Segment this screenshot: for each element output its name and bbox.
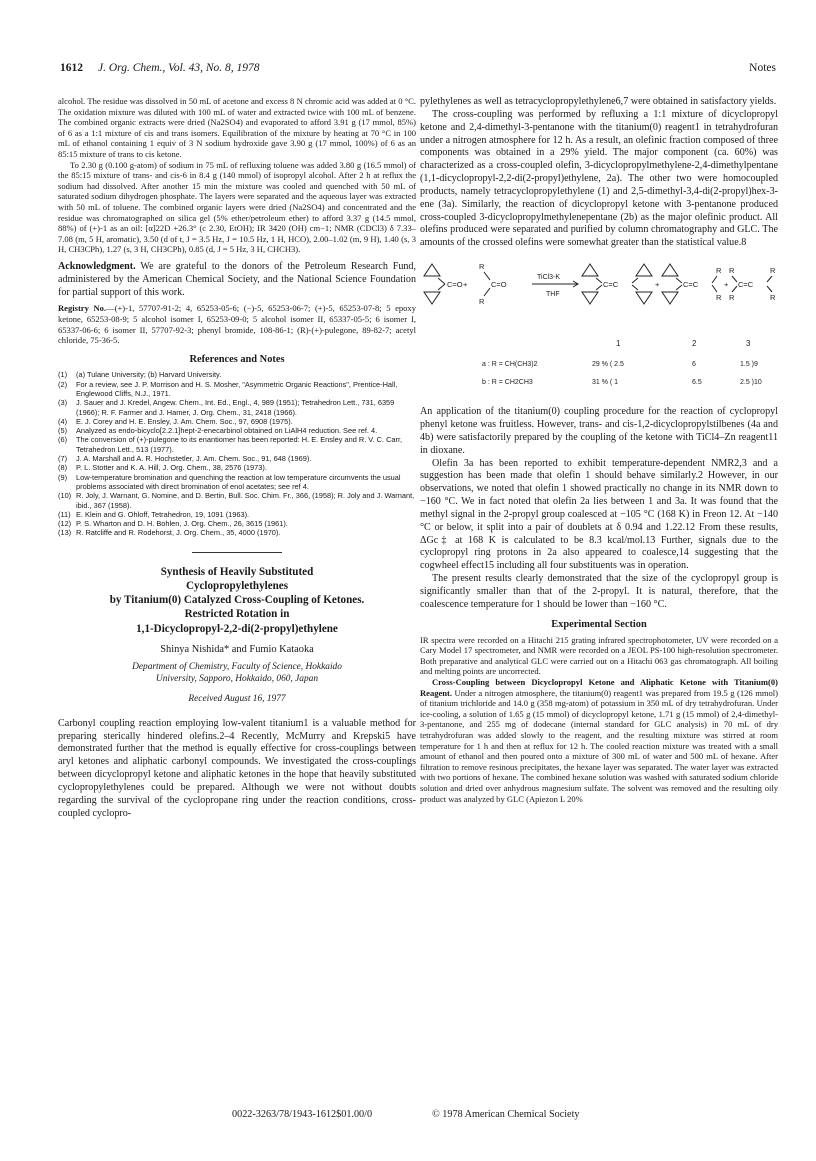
plus-sign: + [724, 280, 729, 290]
substituent-label: R [729, 293, 735, 303]
section-divider [192, 552, 282, 553]
substituent-label: R [479, 297, 485, 307]
body-paragraph: pylethylenes as well as tetracyclopropylethylene6,7 were obtained in satisfactory yields. [420, 96, 777, 107]
references-heading: References and Notes [189, 354, 285, 366]
olefin-label: C=C [603, 280, 619, 290]
compound-number: 2 [692, 339, 697, 349]
cyclopropyl-ring-icon [424, 264, 440, 276]
reference-item: (8) P. L. Stotter and K. A. Hill, J. Org. Chem., 38, 2576 (1973). [58, 463, 267, 473]
authors: Shinya Nishida* and Fumio Kataoka [160, 643, 314, 655]
cyclopropyl-ring-icon [582, 292, 598, 304]
compound-number: 1 [616, 339, 621, 349]
cyclopropyl-ring-icon [636, 264, 652, 276]
cyclopropyl-ring-icon [424, 292, 440, 304]
procedure-label: Cross-Coupling between Dicyclopropyl Ketone and Aliphatic Ketone with Titanium(0) Reagent. [420, 677, 778, 698]
ratio-value: 1.5 )9 [740, 361, 758, 369]
section-label: Notes [749, 62, 776, 74]
page-number: 1612 [60, 62, 83, 74]
reference-item: (4) E. J. Corey and H. E. Ensley, J. Am. Chem. Soc., 97, 6908 (1975). [58, 416, 293, 426]
plus-sign: + [463, 280, 468, 290]
cyclopropyl-ring-icon [636, 292, 652, 304]
olefin-label: C=C [683, 280, 699, 290]
compound-number: 3 [746, 339, 751, 349]
body-paragraph: Olefin 3a has been reported to exhibit temperature-dependent NMR2,3 and a suggestion has been made that olefin 1 should behave similarly.2 However, in our observations, we noted that olefin 1 showed practically no change in its NMR down to −160 °C. We in fact noted that olefin 2a lies between 1 and 3a. It was found that the methyl signal in the 2-propyl group coalesced at −105 °C (168 K) in Freon 12. At −140 °C or below, it split into a pair of doublets at δ 0.94 and 1.22.12 From these results, ΔGc‡ at 168 K is calculated to be 8.3 kcal/mol.13 Further, signals due to the cyclopropyl ring protons in 2a also appeared to coalesce,14 suggesting that the cogwheel effect15 including all four substituents was in operation. [420, 457, 778, 572]
page-footer [0, 1109, 816, 1123]
reference-item: (2) For a review, see J. P. Morrison and H. S. Mosher, "Asymmetric Organic Reactions", Prentice-Hall, Englewood Cliffs, N.J., 1971. [58, 379, 398, 398]
reagent-label: TiCl3-K [537, 274, 561, 282]
substituent-label: R [716, 293, 722, 303]
right-column [420, 96, 778, 804]
body-paragraph: The present results clearly demonstrated that the size of the cyclopropyl group is significantly smaller than that of the 2-propyl. It is natural, therefore, that the coalescence temperature for 1 should be lower than −160 °C. [420, 573, 778, 610]
registry-numbers [58, 303, 416, 345]
reference-item: (10) R. Joly, J. Warnant, G. Nomine, and D. Bertin, Bull. Soc. Chim. Fr., 366, (1958); R. Joly and J. Warnant, ibid., 367 (1958). [58, 491, 415, 510]
experimental-paragraph: IR spectra were recorded on a Hitachi 215 grating infrared spectrophotometer, UV were recorded on a Cary Model 17 spectrometer, and NMR were recorded on a JEOL PS-100 high-resolution spectrometer. Both preparative and analytical GLC were carried out on a Hitachi 063 gas chromatograph. All boiling and melting points are uncorrected. [420, 634, 778, 677]
article-title: Synthesis of Heavily Substituted Cyclopropylethylenes by Titanium(0) Catalyzed Cross-Coupling of Ketones. Restricted Rotation in 1,1-Dicyclopropyl-2,2-di(2-propyl)ethylene [109, 565, 365, 635]
ratio-value: 6 [692, 361, 696, 369]
experimental-paragraph: To 2.30 g (0.100 g-atom) of sodium in 75 mL of refluxing toluene was added 3.80 g (16.5 mmol) of the 85:15 mixture of trans- and cis-6 in 8.4 g (140 mmol) of isopropyl alcohol. After 2 h at reflux the sodium had dissolved. After another 15 min the mixture was cooled and quenched with 50 mL of saturated sodium dihydrogen phosphate. The layers were separated and the aqueous layer was extracted with 50 mL of toluene. The combined organic layers were dried (Na2SO4) and concentrated and the residue was chromatographed on silica gel (5% ether/petroleum ether) to afford 3.37 g (14.5 mmol, 88%) of (+)-1 as an oil: [α]22D +26.3° (c 2.30, EtOH); IR 3420 (OH) cm−1; NMR (CDCl3) δ 7.33–7.08 (m, 5 H, aromatic), 3.50 (d of t, J = 3.5 Hz, J = 10.5 Hz, 1 H, HCO), 2.00–1.02 (m, 9 H), 1.40 (s, 3 H, CH3CPh), 1.27 (s, 3 H, CH3CPh), 0.85 (d, J = 5 Hz, 3 H, CHCH3). [58, 159, 416, 255]
substituent-label: R [770, 293, 776, 303]
affiliation: Department of Chemistry, Faculty of Science, Hokkaido University, Sapporo, Hokkaido, 060, Japan [132, 661, 342, 684]
solvent-label: THF [546, 291, 560, 299]
references-list [58, 370, 416, 537]
body-paragraph: An application of the titanium(0) coupling procedure for the reaction of cyclopropyl phenyl ketone was fruitless. However, trans- and cis-1,2-dicyclopropylstilbenes (4a and 4b) were satisfactorily prepared by the coupling of the ketone with TiCl4–Zn reagent11 in dioxane. [420, 406, 778, 456]
received-date: Received August 16, 1977 [188, 693, 286, 704]
procedure-text: Under a nitrogen atmosphere, the titanium(0) reagent1 was prepared from 19.5 g (126 mmol) of titanium trichloride and 14.0 g (358 mg-atom) of potassium in 350 mL of dry tetrahydrofuran. Under ice-cooling, a solution of 1.65 g (15 mmol) of dicyclopropyl ketone, 1.71 g (15 mmol) of 2,4-dimethyl-3-pentanone, and 255 mg of dodecane (internal standard for GLC analysis) in 70 mL of dry tetrahydrofuran was added slowly to the reagent, and the resulting mixture was stirred at room temperature for 1 h and then at reflux for 12 h. The cooled reaction mixture was treated with a small amount of ethanol and then poured onto a mixture of 300 mL of water and 500 mL of hexane. After filtration to remove resinous precipitates, the hexane layer was separated. The water layer was extracted with two portions of hexane. The combined hexane solution was washed with saturated sodium chloride solution and dried over anhydrous magnesium sulfate. The solvent was removed and the resulting oily product was analyzed by GLC (Apiezon L 20% [420, 687, 778, 804]
experimental-heading: Experimental Section [551, 618, 647, 630]
reference-item: (1) (a) Tulane University; (b) Harvard University. [58, 370, 222, 380]
reaction-scheme-drawing [420, 256, 778, 402]
acknowledgment [58, 261, 416, 300]
registry-label: Registry No. [58, 303, 107, 314]
page-header [60, 62, 776, 78]
yield-value: 31 % ( 1 [592, 379, 619, 387]
acknowledgment-text: We are grateful to the donors of the Petroleum Research Fund, administered by the American Chemical Society, and the National Science Foundation for partial support of this work. [58, 260, 417, 298]
article-code: 0022-3263/78/1943-1612$01.00/0 [232, 1109, 373, 1120]
reference-item: (13) R. Ratcliffe and R. Rodehorst, J. Org. Chem., 35, 4000 (1970). [58, 528, 281, 538]
yield-value: 29 % ( 2.5 [592, 361, 624, 369]
experimental-paragraph: alcohol. The residue was dissolved in 50 mL of acetone and excess 8 N chromic acid was added at 0 °C. The oxidation mixture was diluted with 100 mL of water and extracted twice with 100 mL of benzene. The combined organic extracts were dried (Na2SO4) and evaporated to afford 3.91 g (17 mmol, 85%) of 6 as a 1:1 mixture of cis and trans isomers. Equilibration of the mixture by heating at 70 °C in 100 mL of ethanol containing 1 equiv of 3 N sodium hydroxide gave 3.90 g (17 mmol, 100%) of 6 as an 85:15 mixture of trans to cis ketone. [58, 96, 416, 159]
reference-item: (6) The conversion of (+)-pulegone to its enantiomer has been reported: H. E. Ensley and R. V. C. Carr, Tetrahedron Lett., 513 (1977). [58, 435, 403, 454]
registry-text: —(+)-1, 57707-91-2; 4, 65253-05-6; (−)-5, 65253-06-7; (+)-5, 65253-07-8; 5 epoxy ketone, 65253-08-9; 5 alcohol isomer I, 65253-09-0; 5 alcohol isomer II, 65337-05-5; 6 isomer I, 65337-06-6; 6 isomer II, 57707-92-3; phenyl bromide, 108-86-1; (R)-(+)-pulegone, 89-82-7; acetyl chloride, 75-36-5. [58, 303, 416, 346]
substituent-label: R [770, 266, 776, 276]
substituent-label: R [716, 266, 722, 276]
copyright: © 1978 American Chemical Society [432, 1109, 580, 1120]
body-paragraph: The cross-coupling was performed by refluxing a 1:1 mixture of dicyclopropyl ketone and 2,4-dimethyl-3-pentanone with the titanium(0) reagent1 in tetrahydrofuran under a nitrogen atmosphere for 12 h. As a result, an olefinic fraction composed of three components was obtained in a 29% yield. The major component (ca. 60%) was characterized as a cross-coupled olefin, 3-dicyclopropylmethylene-2,4-dimethylpentane (1,1-dicyclopropyl-2,2-di(2-propyl)ethylene, 2a). The other two were homocoupled products, namely tetracyclopropylethylene (1) and 2,5-dimethyl-3,4-di(2-propyl)hex-3-ene (3a). Similarly, the reaction of dicyclopropyl ketone with 3-pentanone produced cross-coupled 3-dicyclopropylmethylenepentane (2b) as the major olefinic product. All olefins produced were separated and purified by column chromatography and GLC. The amounts of the crossed olefins were somewhat greater than the statistical value.8 [420, 108, 778, 249]
ratio-value: 6.5 [692, 379, 702, 387]
scheme-row-label: b : R = CH2CH3 [482, 379, 533, 387]
reference-item: (12) P. S. Wharton and D. H. Bohlen, J. Org. Chem., 26, 3615 (1961). [58, 519, 288, 529]
scheme-row-label: a : R = CH(CH3)2 [482, 361, 538, 369]
substituent-label: R [729, 266, 735, 276]
plus-sign: + [655, 280, 660, 290]
journal-citation: J. Org. Chem., Vol. 43, No. 8, 1978 [98, 62, 260, 74]
experimental-paragraph [420, 677, 778, 804]
olefin-label: C=C [738, 280, 754, 290]
reference-item: (3) J. Sauer and J. Kredel, Angew. Chem., Int. Ed., Engl., 4, 989 (1951); Tetrahedron Lett., 731, 6359 (1966); R. F. Farmer and J. Hamer, J. Org. Chem., 31, 2418 (1966). [58, 398, 395, 417]
introduction-paragraph: Carbonyl coupling reaction employing low-valent titanium1 is a valuable method for preparing sterically hindered olefins.2–4 Recently, McMurry and Krepski5 have demonstrated further that the method is equally effective for cross-couplings between aryl ketones and aliphatic carbonyl compounds. We investigated the cross-couplings between dicyclopropyl ketone and aliphatic ketones in the hope that heavily substituted cyclopropylethylenes could be prepared. Although we were not without doubts regarding the survival of the cyclopropane ring under the reaction conditions, cross-coupled cyclopro- [58, 717, 416, 819]
carbonyl-label: C=O [447, 280, 463, 290]
cyclopropyl-ring-icon [582, 264, 598, 276]
reference-item: (5) Analyzed as endo-bicyclo[2.2.1]hept-2-enecarbinol obtained on LiAlH4 reduction. See ref. 4. [58, 426, 378, 436]
reference-item: (11) E. Klein and G. Ohloff, Tetrahedron, 19, 1091 (1963). [58, 509, 250, 519]
acknowledgment-label: Acknowledgment. [58, 260, 136, 272]
reaction-scheme [420, 256, 778, 402]
ratio-value: 2.5 )10 [740, 379, 762, 387]
carbonyl-label: C=O [491, 280, 507, 290]
left-column [58, 96, 416, 820]
substituent-label: R [479, 262, 485, 272]
reference-item: (7) J. A. Marshall and A. R. Hochstetler, J. Am. Chem. Soc., 91, 648 (1969). [58, 454, 312, 464]
cyclopropyl-ring-icon [662, 292, 678, 304]
reference-item: (9) Low-temperature bromination and quenching the reaction at low temperature circumvents the usual problems associated with direct bromination of enol acetates; see ref 4. [58, 472, 401, 491]
cyclopropyl-ring-icon [662, 264, 678, 276]
